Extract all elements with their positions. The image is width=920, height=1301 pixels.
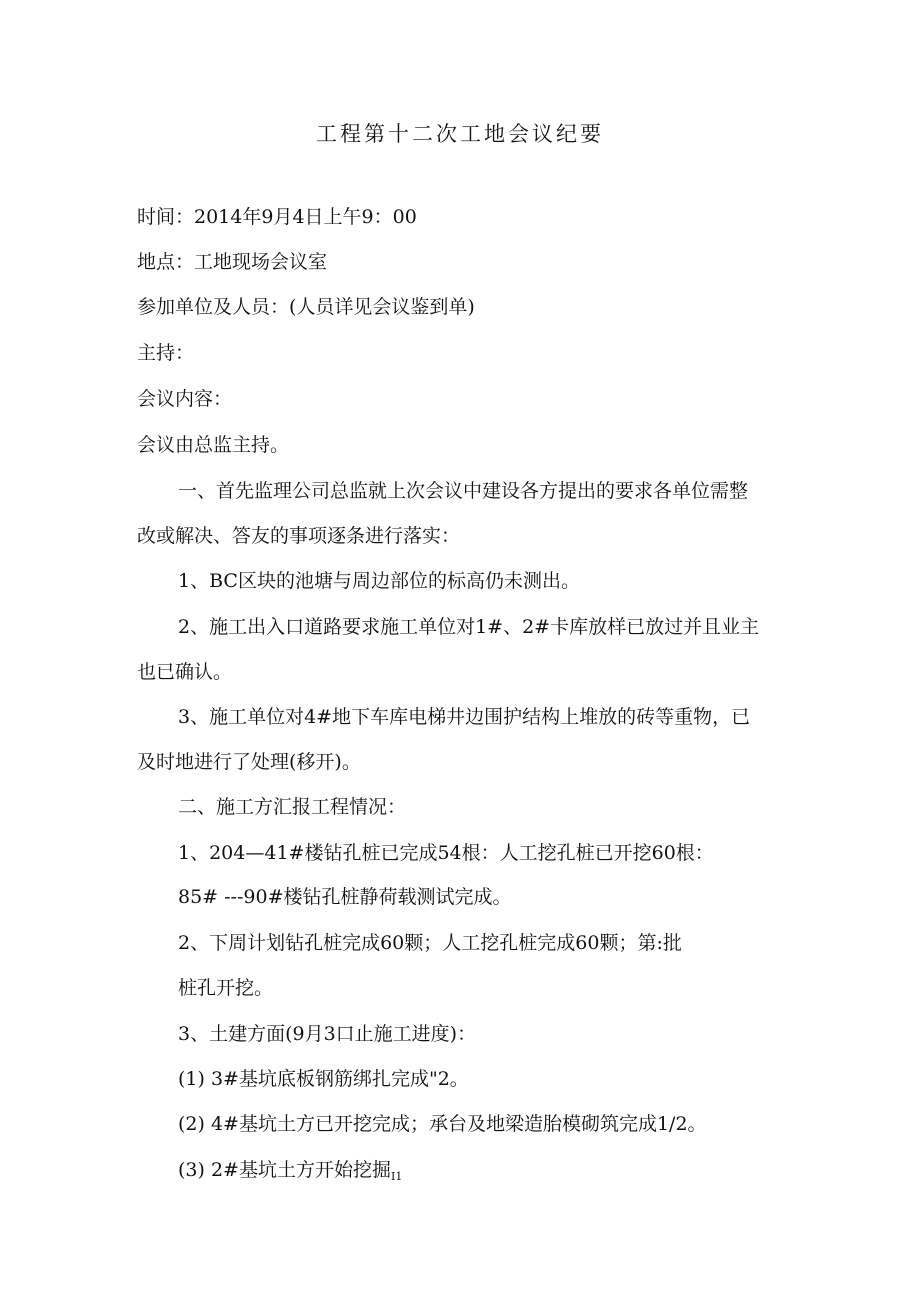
section1-item3-line1: 3、施工单位对4#地下车库电梯井边围护结构上堆放的砖等重物，已 — [178, 706, 751, 728]
meeting-location: 地点：工地现场会议室 — [137, 251, 328, 273]
section1-item3-line2: 及时地进行了处理(移开)。 — [137, 751, 361, 773]
section2-sub3 — [178, 1157, 402, 1190]
section2-sub3-mark: I1 — [390, 1170, 403, 1183]
section2-item2-line2: 桩孔开挖。 — [178, 977, 274, 999]
section1-heading-line2: 改或解决、答友的事项逐条进行落实： — [137, 525, 461, 547]
section2-item3: 3、土建方面(9月3口止施工进度)： — [178, 1023, 477, 1045]
section2-heading: 二、施工方汇报工程情况： — [178, 796, 407, 818]
section1-heading-line1: 一、首先监理公司总监就上次会议中建设各方提出的要求各单位需整 — [178, 480, 749, 502]
section1-item2-line2: 也已确认。 — [137, 661, 233, 683]
document-title: 工程第十二次工地会议纪要 — [316, 122, 604, 146]
meeting-content-label: 会议内容： — [137, 388, 233, 410]
section2-sub3-text: (3) 2#基坑土方开始挖掘 — [178, 1159, 391, 1181]
section2-item1-line1: 1、204—41#楼钻孔桩已完成54根：人工挖孔桩已开挖60根： — [178, 842, 714, 864]
meeting-attendees: 参加单位及人员：(人员详见会议鉴到单) — [137, 296, 475, 318]
meeting-chair-note: 会议由总监主持。 — [137, 434, 290, 456]
meeting-host: 主持： — [137, 342, 195, 364]
section2-sub1: (1) 3#基坑底板钢筋绑扎完成"2。 — [178, 1068, 469, 1090]
section2-sub2: (2) 4#基坑土方已开挖完成；承台及地梁造胎模砌筑完成1/2。 — [178, 1113, 707, 1135]
section2-item2-line1: 2、下周计划钻孔桩完成60颗；人工挖孔桩完成60颗；第:批 — [178, 932, 682, 954]
meeting-time: 时间：2014年9月4日上午9：00 — [137, 206, 417, 228]
section1-item1: 1、BC区块的池塘与周边部位的标高仍未测出。 — [178, 570, 580, 592]
section2-item1-line2: 85# ---90#楼钻孔桩静荷载测试完成。 — [178, 886, 512, 908]
section1-item2-line1: 2、施工出入口道路要求施工单位对1#、2#卡库放样已放过并且业主 — [178, 616, 760, 638]
